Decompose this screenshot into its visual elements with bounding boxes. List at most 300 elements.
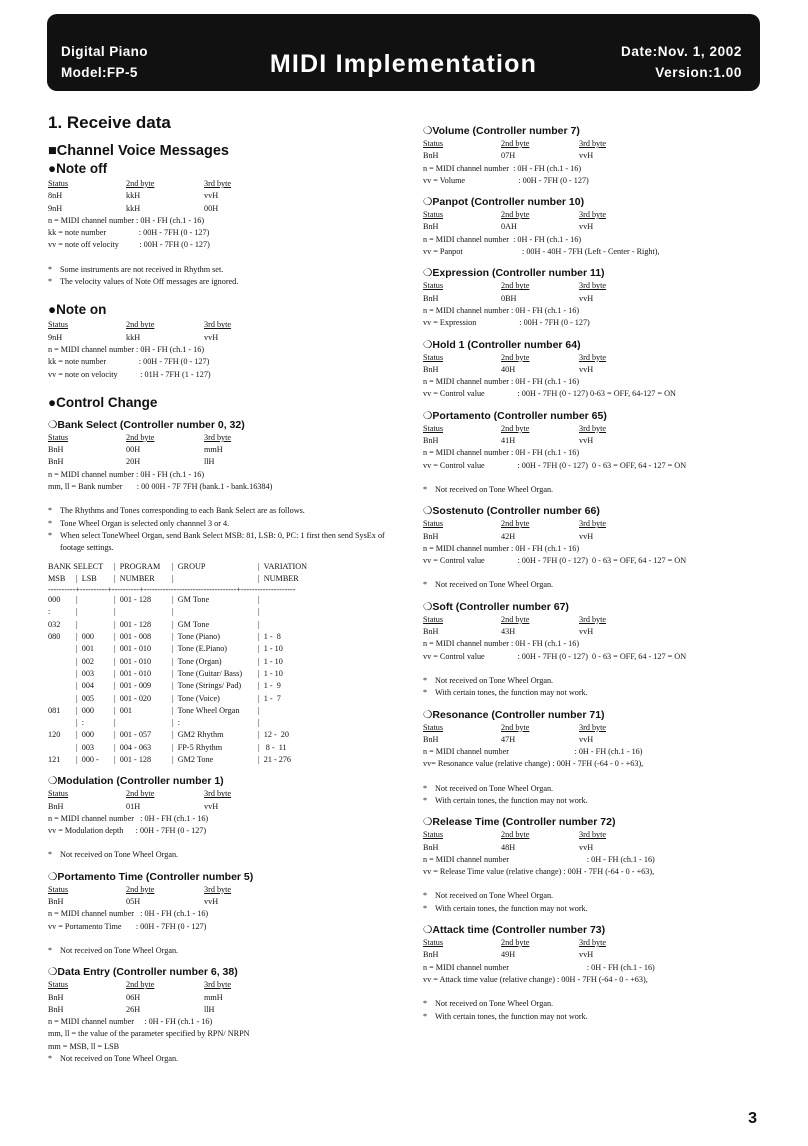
table-cell: | 001 - 128 [114,595,152,605]
byte-row [48,203,408,215]
column-header-b2: 2nd byte [501,830,530,840]
byte-cell: vvH [579,842,594,852]
control-title [423,816,763,828]
portamento-block [423,410,763,496]
byte-cell: 42H [501,531,516,541]
table-row [48,754,408,766]
byte-row [423,221,763,233]
column-header-b3: 3rd byte [579,210,607,220]
column-header-b2: 2nd byte [501,938,530,948]
column-header-row [423,722,763,734]
control-title-text: Volume (Controller number 7) [432,125,580,137]
table-cell: | 001 - 010 [114,644,152,654]
column-header-b2: 2nd byte [501,139,530,148]
column-header-row [423,829,763,841]
column-header-status: Status [423,139,444,148]
footnote: * Not received on Tone Wheel Organ. [423,484,763,496]
table-cell: | [172,607,174,617]
byte-cell: BnH [423,293,439,303]
table-row [48,680,408,692]
control-title-text: Resonance (Controller number 71) [432,708,605,721]
column-header-status: Status [423,423,444,433]
byte-cell: BnH [423,734,439,744]
byte-cell: 40H [501,364,516,374]
table-cell: | 000 - [76,754,99,764]
byte-cell: 26H [126,1004,141,1014]
column-header-b2: 2nd byte [126,320,155,330]
column-header-b3: 3rd byte [579,938,607,948]
date-label: Date:Nov. 1, 2002 [620,44,742,59]
table-cell: | 004 [76,681,95,691]
byte-row [48,444,408,456]
byte-cell: vvH [579,627,594,637]
byte-row [423,842,763,854]
definition-line: vv = Portamento Time : 00H - 7FH (0 - 127) [48,921,207,931]
footnote: * With certain tones, the function may not work. [423,903,763,915]
byte-row [48,456,408,468]
column-header-status: Status [423,830,444,840]
control-title-text: Attack time (Controller number 73) [432,924,606,937]
table-cell: | [172,573,174,583]
circle-bullet-icon: ❍ [423,505,433,518]
byte-cell: 0BH [501,293,517,303]
byte-row [48,801,408,813]
control-title [423,924,763,936]
column-header-b3: 3rd byte [579,139,607,148]
byte-row [48,332,408,344]
column-header-row [423,423,763,435]
table-cell: | 001 [76,644,95,654]
section-title: 1. Receive data [48,113,171,132]
definition-line: n = MIDI channel number : 0H - FH (ch.1 - 16) [423,639,580,649]
release-time-block [423,816,763,915]
column-header-b3: 3rd byte [579,614,607,624]
version-label: Version:1.00 [655,65,742,80]
control-title-text: Modulation (Controller number 1) [57,775,224,788]
spacer [48,933,408,945]
circle-bullet-icon: ❍ [423,600,433,613]
table-cell: | [76,595,78,605]
control-title [423,196,763,208]
circle-bullet-icon: ❍ [423,409,433,422]
control-title [423,601,763,613]
definition-line: n = MIDI channel number : 0H - FH (ch.1 - 16) [423,543,580,553]
column-header-status: Status [423,614,444,624]
table-cell: | 001 - 010 [114,668,152,678]
table-cell: | 001 - 057 [114,730,152,740]
circle-bullet-icon: ❍ [48,775,58,788]
column-header-status: Status [423,519,444,529]
table-cell: | Tone (Guitar/ Bass) [172,668,243,678]
bank-select-block [48,419,408,555]
table-cell: | LSB [76,573,97,583]
table-cell: 120 [48,730,61,740]
column-header-row [423,614,763,626]
byte-cell: vvH [204,332,219,342]
column-header-b2: 2nd byte [501,210,530,220]
table-cell: | 1 - 10 [258,656,283,666]
byte-cell: 9nH [48,203,63,213]
definition-line: mm, ll = Bank number : 00 00H - 7F 7FH (bank.1 - bank.16384) [48,482,273,492]
column-header-b3: 3rd byte [204,980,232,990]
circle-bullet-icon: ❍ [48,870,58,883]
panpot-block [423,196,763,258]
control-title-text: Portamento (Controller number 65) [432,409,607,422]
definition-line: n = MIDI channel number : 0H - FH (ch.1 - 16) [423,747,643,757]
table-cell: | Tone Wheel Organ [172,705,240,715]
table-cell: | 001 [114,705,133,715]
table-cell: | GM Tone [172,595,210,605]
column-header-b2: 2nd byte [501,722,530,732]
table-cell: | 003 [76,742,95,752]
table-cell: | [258,607,260,617]
circle-bullet-icon: ❍ [423,267,433,280]
byte-cell: vvH [579,531,594,541]
column-header-status: Status [423,352,444,362]
note-off-title: ●Note off [48,161,108,176]
table-cell: 032 [48,619,61,629]
definition-line: n = MIDI channel number : 0H - FH (ch.1 - 16) [48,344,205,354]
byte-row [423,734,763,746]
byte-cell: 00H [204,203,219,213]
control-title [423,125,763,137]
column-header-b2: 2nd byte [126,789,155,799]
column-header-b3: 3rd byte [204,432,232,442]
bank-select-table [48,561,408,767]
right-column [423,125,763,1023]
footnote: * Not received on Tone Wheel Organ. [48,945,408,957]
control-title-text: Bank Select (Controller number 0, 32) [57,418,245,431]
control-title [423,267,763,279]
column-header-status: Status [423,281,444,291]
byte-row [423,949,763,961]
byte-row [423,364,763,376]
byte-cell: BnH [423,436,439,446]
hold1-block [423,339,763,401]
byte-cell: BnH [423,842,439,852]
byte-cell: 49H [501,950,516,960]
table-row [48,631,408,643]
byte-cell: vvH [579,734,594,744]
column-header-b3: 3rd byte [204,320,232,330]
definition-line: n = MIDI channel number : 0H - FH (ch.1 - 16) [48,469,205,479]
byte-cell: 41H [501,436,516,446]
column-header-b3: 3rd byte [204,884,232,894]
table-cell: | 005 [76,693,95,703]
column-header-b2: 2nd byte [126,980,155,990]
column-header-row [423,138,763,150]
column-header-b3: 3rd byte [579,352,607,362]
definition-line: vv = Expression : 00H - 7FH (0 - 127) [423,318,590,328]
note-off-block [48,178,408,288]
table-cell: 000 [48,595,61,605]
table-cell: | 003 [76,668,95,678]
byte-cell: 07H [501,151,516,161]
definition-line: n = MIDI channel number : 0H - FH (ch.1 - 16) [423,854,655,864]
table-header-row [48,561,408,573]
table-header-cell: | PROGRAM [114,561,161,571]
byte-row [423,531,763,543]
soft-block [423,601,763,700]
definition-line: vv= Resonance value (relative change) : 00H - 7FH (-64 - 0 - +63), [423,759,644,769]
byte-row [48,190,408,202]
table-cell: | 004 - 063 [114,742,152,752]
footnote: * Not received on Tone Wheel Organ. [423,675,763,687]
table-divider: ----------+----------+----------+----------------------------------+-------------------- [48,585,296,595]
byte-cell: 06H [126,992,141,1002]
resonance-block [423,709,763,808]
table-cell: | 000 [76,730,95,740]
table-row [48,594,408,606]
column-header-b2: 2nd byte [126,179,155,188]
definition-line: vv = Control value : 00H - 7FH (0 - 127) 0-63 = OFF, 64-127 = ON [423,389,676,399]
control-title [423,709,763,721]
byte-cell: kkH [126,191,141,201]
document-title: MIDI Implementation [269,50,538,78]
modulation-block [48,775,408,861]
table-cell: | [258,619,260,629]
byte-cell: BnH [48,445,64,455]
column-header-row [423,352,763,364]
table-row [48,643,408,655]
column-header-b2: 2nd byte [126,432,155,442]
circle-bullet-icon: ❍ [48,966,58,979]
definition-line: vv = note on velocity : 01H - 7FH (1 - 127) [48,369,211,379]
table-cell: | 1 - 9 [258,681,281,691]
byte-cell: BnH [48,992,64,1002]
column-header-b3: 3rd byte [204,179,232,188]
column-header-row [48,178,408,190]
definition-line: n = MIDI channel number : 0H - FH (ch.1 - 16) [423,234,582,244]
table-cell: | Tone (Piano) [172,632,220,642]
byte-cell: 8nH [48,191,63,201]
byte-cell: vvH [204,897,219,907]
control-title-text: Expression (Controller number 11) [432,267,605,280]
footnote: * Not received on Tone Wheel Organ. [423,998,763,1010]
footnote: * With certain tones, the function may not work. [423,795,763,807]
control-title [423,505,763,517]
byte-cell: 47H [501,734,516,744]
byte-cell: BnH [48,1004,64,1014]
column-header-row [48,884,408,896]
column-header-status: Status [423,210,444,220]
table-cell: | NUMBER [258,573,299,583]
footnote: * Not received on Tone Wheel Organ. [423,579,763,591]
control-title [423,410,763,422]
footnote: * Not received on Tone Wheel Organ. [423,890,763,902]
page-number: 3 [748,1110,757,1127]
table-row [48,705,408,717]
table-cell: | [114,607,116,617]
definition-line: vv = Release Time value (relative change) : 00H - 7FH (-64 - 0 - +63), [423,867,655,877]
column-header-status: Status [48,320,69,330]
byte-row [423,626,763,638]
control-title-text: Release Time (Controller number 72) [432,816,616,829]
control-title [48,419,408,431]
column-header-row [48,432,408,444]
byte-cell: mmH [204,992,223,1002]
table-row [48,606,408,618]
control-change-title: ●Control Change [48,394,158,410]
column-header-b3: 3rd byte [204,789,232,799]
table-cell: | : [172,718,181,728]
byte-row [48,1004,408,1016]
spacer [423,567,763,579]
table-cell: 121 [48,754,61,764]
table-cell: | 001 - 128 [114,754,152,764]
table-cell: | 1 - 10 [258,644,283,654]
byte-row [423,435,763,447]
subsection-title: ■Channel Voice Messages [48,143,229,159]
table-cell: | Tone (Organ) [172,656,222,666]
definition-line: n = MIDI channel number : 0H - FH (ch.1 - 16) [423,163,582,173]
table-cell: | GM2 Tone [172,754,214,764]
byte-cell: vvH [579,151,594,161]
footnote: * Not received on Tone Wheel Organ. [48,1053,408,1065]
table-cell: | 1 - 7 [258,693,281,703]
table-row [48,717,408,729]
byte-cell: BnH [423,950,439,960]
byte-cell: vvH [579,950,594,960]
byte-row [423,150,763,162]
model-label: Model:FP-5 [61,65,138,80]
byte-cell: 0AH [501,222,517,232]
byte-cell: BnH [48,801,64,811]
definition-line: vv = Modulation depth : 00H - 7FH (0 - 127) [48,826,207,836]
definition-line: kk = note number : 00H - 7FH (0 - 127) [48,228,210,238]
spacer [48,493,408,505]
circle-bullet-icon: ❍ [423,125,433,137]
definition-line: vv = Control value : 00H - 7FH (0 - 127) 0 - 63 = OFF, 64 - 127 = ON [423,651,687,661]
definition-line: vv = Control value : 00H - 7FH (0 - 127) 0 - 63 = OFF, 64 - 127 = ON [423,460,687,470]
column-header-b2: 2nd byte [126,884,155,894]
circle-bullet-icon: ❍ [423,816,433,829]
table-header-cell: BANK SELECT [48,561,104,571]
table-cell: | Tone (E.Piano) [172,644,228,654]
byte-cell: BnH [423,222,439,232]
definition-line: mm, ll = the value of the parameter specified by RPN/ NRPN [48,1029,250,1039]
table-cell: 080 [48,632,61,642]
table-cell: | 001 - 010 [114,656,152,666]
table-cell: | 002 [76,656,95,666]
column-header-status: Status [48,789,69,799]
byte-cell: BnH [423,364,439,374]
column-header-b3: 3rd byte [579,722,607,732]
column-header-b3: 3rd byte [579,281,607,291]
column-header-row [423,518,763,530]
table-cell: | 001 - 128 [114,619,152,629]
circle-bullet-icon: ❍ [423,196,433,209]
table-cell: | NUMBER [114,573,155,583]
volume-block [423,125,763,187]
spacer [423,878,763,890]
table-row [48,693,408,705]
table-cell: MSB [48,573,66,583]
control-title-text: Hold 1 (Controller number 64) [432,338,581,351]
byte-cell: 01H [126,801,141,811]
spacer [48,837,408,849]
table-cell: | 001 - 020 [114,693,152,703]
byte-cell: llH [204,1004,215,1014]
spacer [423,663,763,675]
table-cell: : [48,607,51,617]
column-header-status: Status [48,179,69,188]
column-header-row [423,209,763,221]
byte-cell: kkH [126,332,141,342]
byte-cell: vvH [579,364,594,374]
table-cell: 081 [48,705,61,715]
footnote: * With certain tones, the function may not work. [423,687,763,699]
table-row [48,619,408,631]
control-title-text: Soft (Controller number 67) [432,600,569,613]
byte-row [48,896,408,908]
column-header-b2: 2nd byte [501,614,530,624]
table-cell: | 000 [76,632,95,642]
byte-cell: 43H [501,627,516,637]
sostenuto-block [423,505,763,591]
byte-cell: BnH [48,457,64,467]
column-header-row [48,979,408,991]
byte-cell: BnH [423,627,439,637]
circle-bullet-icon: ❍ [48,418,58,431]
column-header-b2: 2nd byte [501,423,530,433]
column-header-row [48,788,408,800]
column-header-b2: 2nd byte [501,352,530,362]
table-cell: | [76,619,78,629]
table-row [48,656,408,668]
table-cell: | 12 - 20 [258,730,289,740]
table-cell: | [258,595,260,605]
byte-cell: BnH [48,897,64,907]
byte-cell: 9nH [48,332,63,342]
control-title-text: Data Entry (Controller number 6, 38) [57,966,238,979]
note-on-block [48,319,408,380]
byte-cell: mmH [204,445,223,455]
table-row [48,742,408,754]
table-cell: | 001 - 008 [114,632,152,642]
byte-cell: BnH [423,151,439,161]
expression-block [423,267,763,329]
column-header-row [423,937,763,949]
column-header-row [48,319,408,331]
note-on-title: ●Note on [48,302,107,318]
circle-bullet-icon: ❍ [423,338,433,351]
spacer [48,252,408,264]
column-header-status: Status [48,432,69,442]
table-cell: | Tone (Strings/ Pad) [172,681,242,691]
byte-cell: vvH [579,293,594,303]
table-header-cell: | GROUP [172,561,206,571]
table-cell: | 001 - 009 [114,681,152,691]
table-row [48,668,408,680]
footnote: * When select ToneWheel Organ, send Bank Select MSB: 81, LSB: 0, PC: 1 first then send SysEx of footage settings. [48,530,408,555]
left-column [48,110,408,1065]
portamento-time-block [48,871,408,957]
table-cell: | GM2 Rhythm [172,730,224,740]
definition-line: n = MIDI channel number : 0H - FH (ch.1 - 16) [48,813,209,823]
footnote: * The Rhythms and Tones corresponding to each Bank Select are as follows. [48,505,408,517]
column-header-status: Status [48,980,69,990]
table-cell: | [76,607,78,617]
table-cell: | 1 - 10 [258,668,283,678]
column-header-b3: 3rd byte [579,830,607,840]
control-title [48,871,408,883]
control-title-text: Sostenuto (Controller number 66) [432,505,600,518]
definition-line: n = MIDI channel number : 0H - FH (ch.1 - 16) [423,305,580,315]
table-cell: | FP-5 Rhythm [172,742,223,752]
table-cell: | [258,718,260,728]
table-cell: | 8 - 11 [258,742,287,752]
